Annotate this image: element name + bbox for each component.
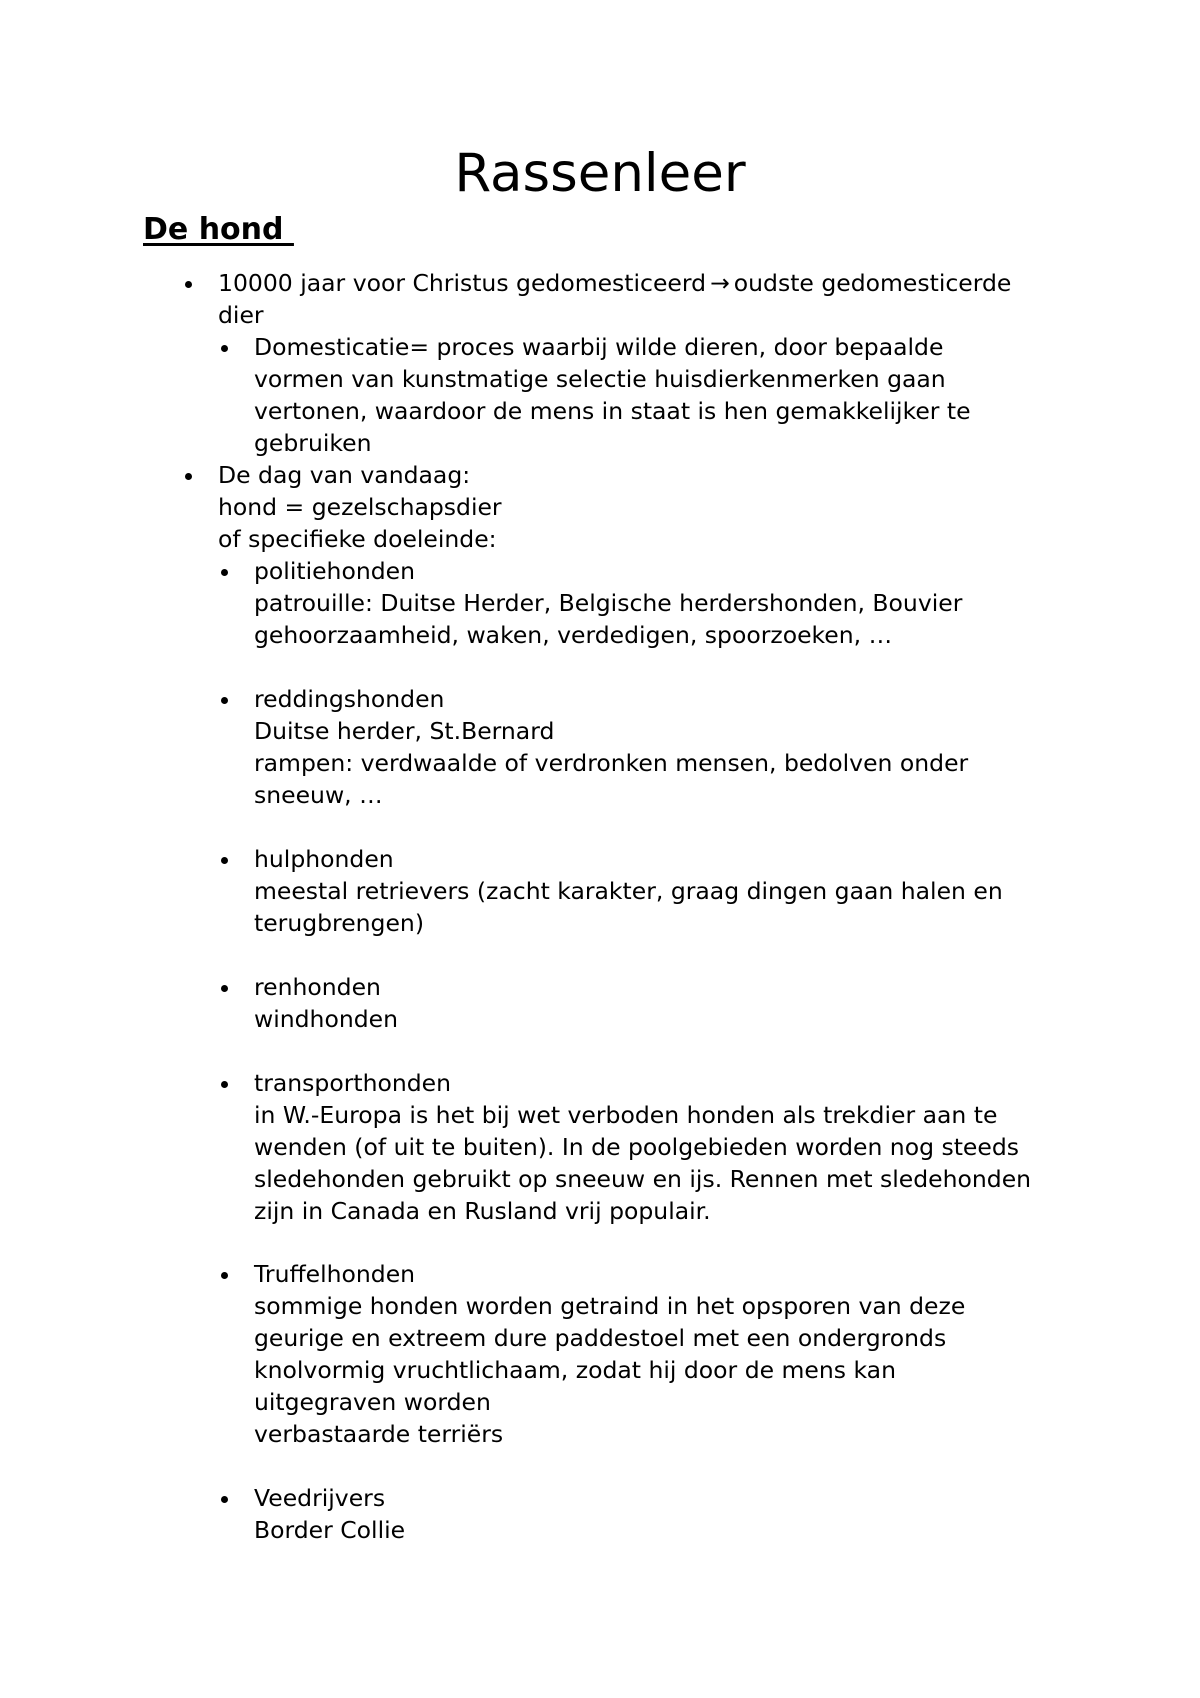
list-item-line: sommige honden worden getraind in het opsporen van deze [254, 1292, 966, 1320]
list-item-line: dier [218, 301, 264, 329]
list-item-line: wenden (of uit te buiten). In de poolgebieden worden nog steeds [254, 1133, 1020, 1161]
section-heading: De hond [143, 212, 294, 247]
list-item-line: 10000 jaar voor Christus gedomesticeerd → oudste gedomesticerde [218, 269, 1012, 297]
list-item-line: vertonen, waardoor de mens in staat is hen gemakkelijker te [254, 397, 971, 425]
list-item-line: of specifieke doeleinde: [218, 525, 497, 553]
list-item-line: geurige en extreem dure paddestoel met een ondergronds [254, 1324, 947, 1352]
page-title: Rassenleer [454, 143, 746, 204]
list-item-line: meestal retrievers (zacht karakter, graag dingen gaan halen en [254, 877, 1003, 905]
list-item [254, 555, 962, 651]
list-item [254, 843, 1003, 939]
list-item-line: zijn in Canada en Rusland vrij populair. [254, 1197, 711, 1225]
list-item [254, 1482, 405, 1546]
list-item-line: gebruiken [254, 429, 372, 457]
list-item-line: De dag van vandaag: [218, 461, 471, 489]
list-item [254, 331, 971, 459]
list-item-line: Truffelhonden [254, 1260, 416, 1288]
list-item-line: Veedrijvers [254, 1484, 386, 1512]
list-item [254, 683, 968, 811]
list-item-line: terugbrengen) [254, 909, 424, 937]
list-item-line: gehoorzaamheid, waken, verdedigen, spoorzoeken, … [254, 621, 893, 649]
list-item-line: Domesticatie= proces waarbij wilde dieren, door bepaalde [254, 333, 944, 361]
bullet-icon [221, 697, 228, 704]
arrow-right-icon: → [710, 269, 730, 297]
list-item-line: renhonden [254, 973, 381, 1001]
bullet-icon [221, 1496, 228, 1503]
list-item-line: vormen van kunstmatige selectie huisdierkenmerken gaan [254, 365, 946, 393]
list-item-line: windhonden [254, 1005, 398, 1033]
list-item-line: sledehonden gebruikt op sneeuw en ijs. Rennen met sledehonden [254, 1165, 1032, 1193]
list-item-line: Duitse herder, St.Bernard [254, 717, 555, 745]
list-item-line: in W.-Europa is het bij wet verboden honden als trekdier aan te [254, 1101, 998, 1129]
bullet-icon [221, 1272, 228, 1279]
list-item-line: rampen: verdwaalde of verdronken mensen, bedolven onder [254, 749, 969, 777]
bullet-icon [221, 857, 228, 864]
bullet-icon [221, 569, 228, 576]
list-item-line: hulphonden [254, 845, 394, 873]
list-item-line: politiehonden [254, 557, 415, 585]
bullet-icon [185, 281, 192, 288]
list-item [254, 971, 398, 1035]
list-item-line: reddingshonden [254, 685, 445, 713]
list-item-line: Border Collie [254, 1516, 406, 1544]
list-item-line: uitgegraven worden [254, 1388, 491, 1416]
list-item [254, 1258, 965, 1450]
list-item-line: sneeuw, … [254, 781, 383, 809]
list-item [218, 459, 502, 555]
list-item-line: verbastaarde terriërs [254, 1420, 504, 1448]
list-item-line: patrouille: Duitse Herder, Belgische herdershonden, Bouvier [254, 589, 963, 617]
bullet-icon [185, 473, 192, 480]
list-item [218, 267, 1011, 331]
list-item-line: transporthonden [254, 1069, 452, 1097]
bullet-icon [221, 345, 228, 352]
bullet-icon [221, 1081, 228, 1088]
list-item-line: knolvormig vruchtlichaam, zodat hij door de mens kan [254, 1356, 896, 1384]
list-item [254, 1067, 1031, 1227]
list-item-line: hond = gezelschapsdier [218, 493, 502, 521]
bullet-icon [221, 985, 228, 992]
